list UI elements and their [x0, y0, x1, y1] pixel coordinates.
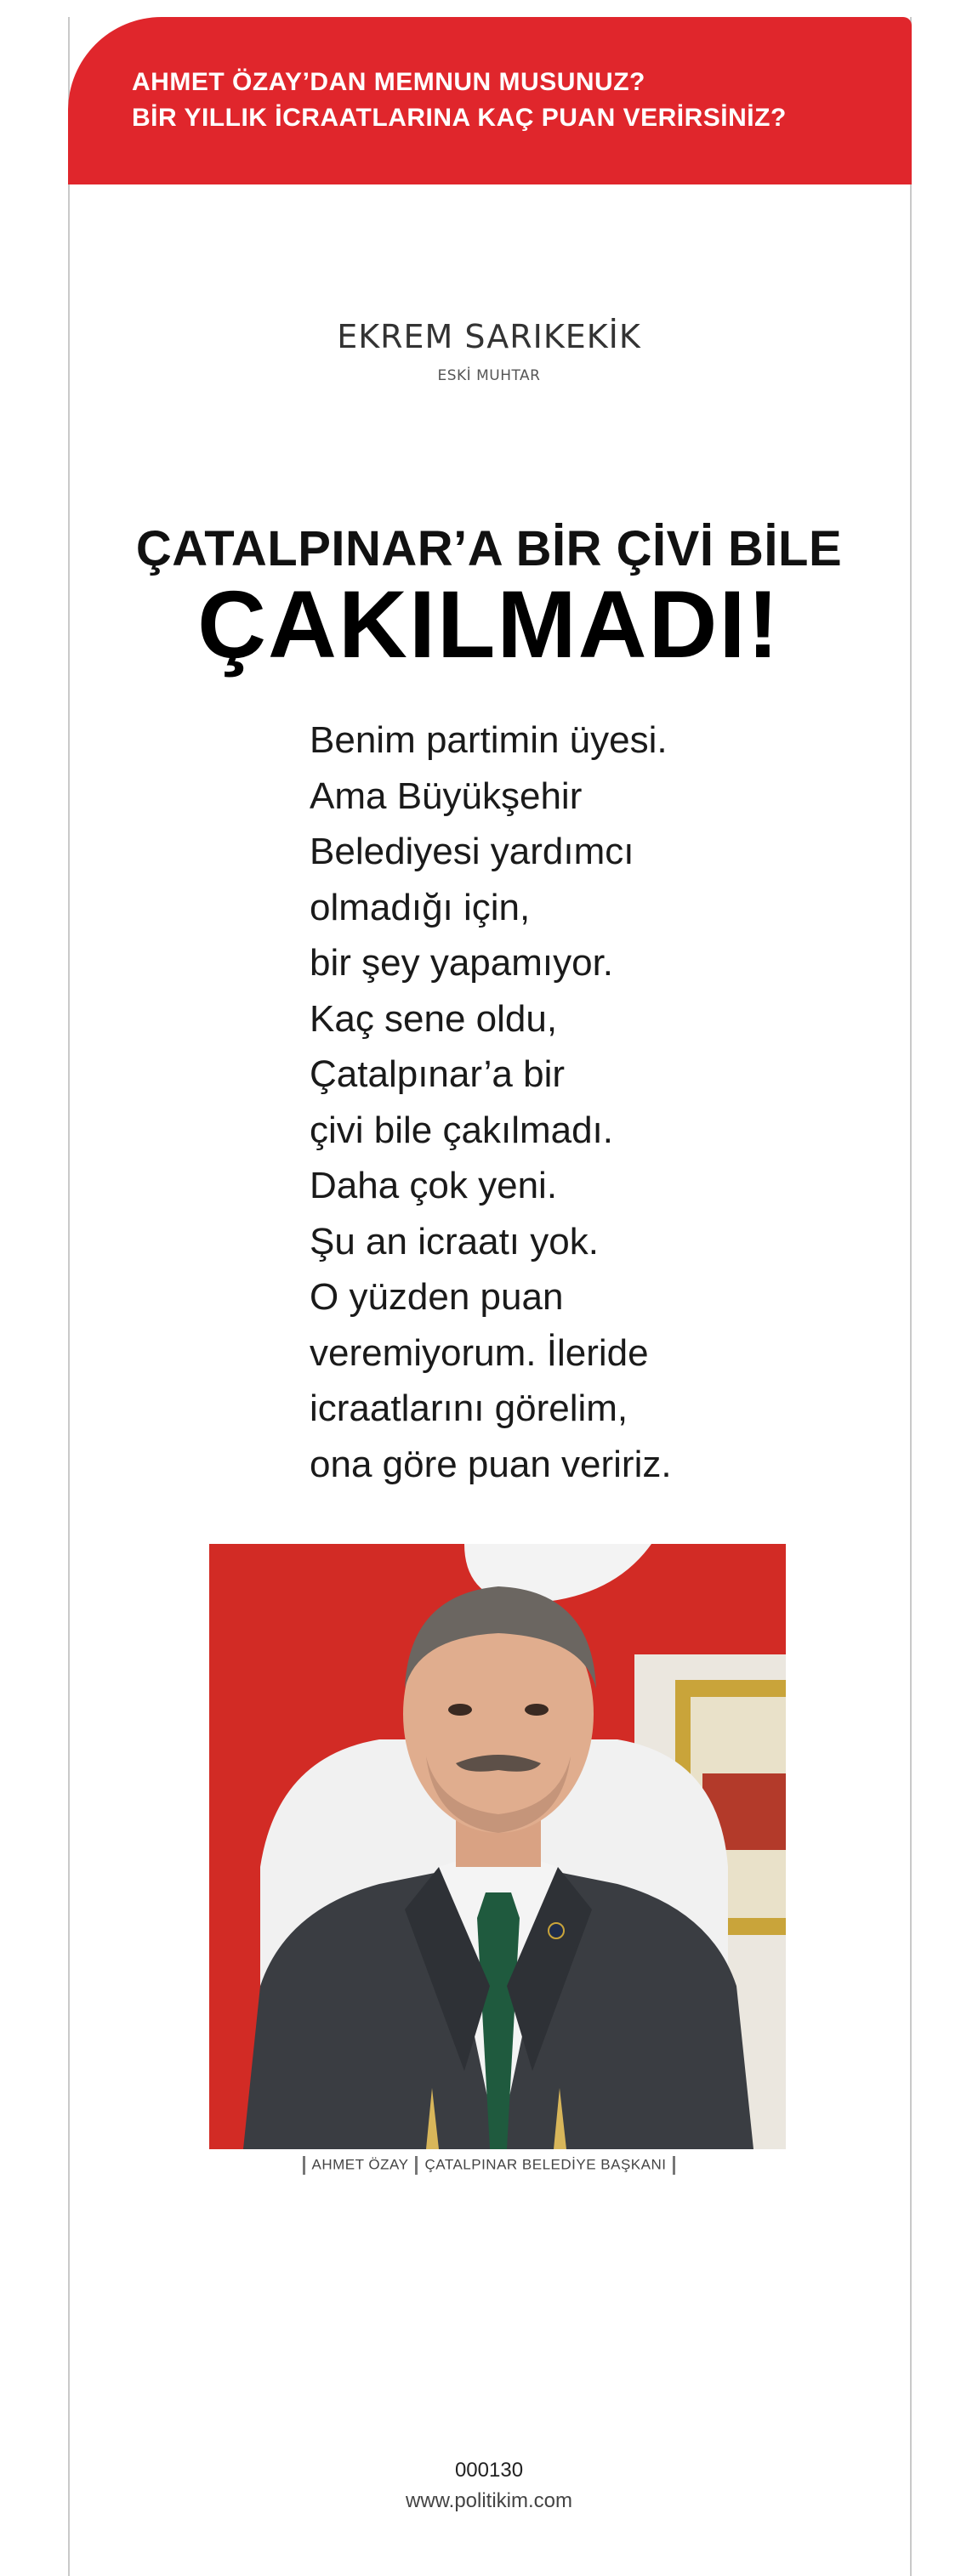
- quote-line: veremiyorum. İleride: [310, 1331, 649, 1374]
- quote-line: Çatalpınar’a bir: [310, 1053, 566, 1095]
- caption-divider: [415, 2156, 418, 2175]
- quote-text: [310, 712, 752, 1492]
- quote-line: O yüzden puan: [310, 1276, 564, 1318]
- caption-divider: [673, 2156, 675, 2175]
- quote-line: icraatlarını görelim,: [310, 1387, 628, 1429]
- quote-line: Kaç sene oldu,: [310, 997, 558, 1040]
- website-link[interactable]: www.politikim.com: [405, 2489, 573, 2512]
- quote-line: Ama Büyükşehir: [310, 775, 583, 817]
- portrait-photo-icon: [209, 1544, 786, 2149]
- person-role: ESKİ MUHTAR: [437, 367, 541, 384]
- photo-caption: [0, 2156, 978, 2175]
- quote-line: olmadığı için,: [310, 886, 531, 928]
- quote-line: Daha çok yeni.: [310, 1165, 558, 1206]
- quote-line: ona göre puan veririz.: [310, 1443, 672, 1485]
- header-question-2: BİR YILLIK İCRAATLARINA KAÇ PUAN VERİRSİNİZ?: [132, 104, 787, 132]
- quote-line: Şu an icraatı yok.: [310, 1220, 599, 1262]
- person-name: EKREM SARIKEKİK: [337, 318, 641, 355]
- quote-line: çivi bile çakılmadı.: [310, 1109, 614, 1151]
- caption-name: AHMET ÖZAY: [311, 2156, 409, 2173]
- quote-line: Benim partimin üyesi.: [310, 719, 668, 761]
- ad-code: 000130: [454, 2459, 524, 2482]
- header-banner: [68, 17, 912, 184]
- header-question-1: AHMET ÖZAY’DAN MEMNUN MUSUNUZ?: [132, 68, 645, 96]
- headline-line-2: ÇAKILMADI!: [197, 571, 781, 678]
- caption-divider: [303, 2156, 305, 2175]
- caption-title: ÇATALPINAR BELEDİYE BAŞKANI: [424, 2156, 667, 2173]
- quote-line: Belediyesi yardımcı: [310, 831, 634, 872]
- quote-line: bir şey yapamıyor.: [310, 942, 614, 984]
- headline-line-1: ÇATALPINAR’A BİR ÇİVİ BİLE: [135, 521, 843, 576]
